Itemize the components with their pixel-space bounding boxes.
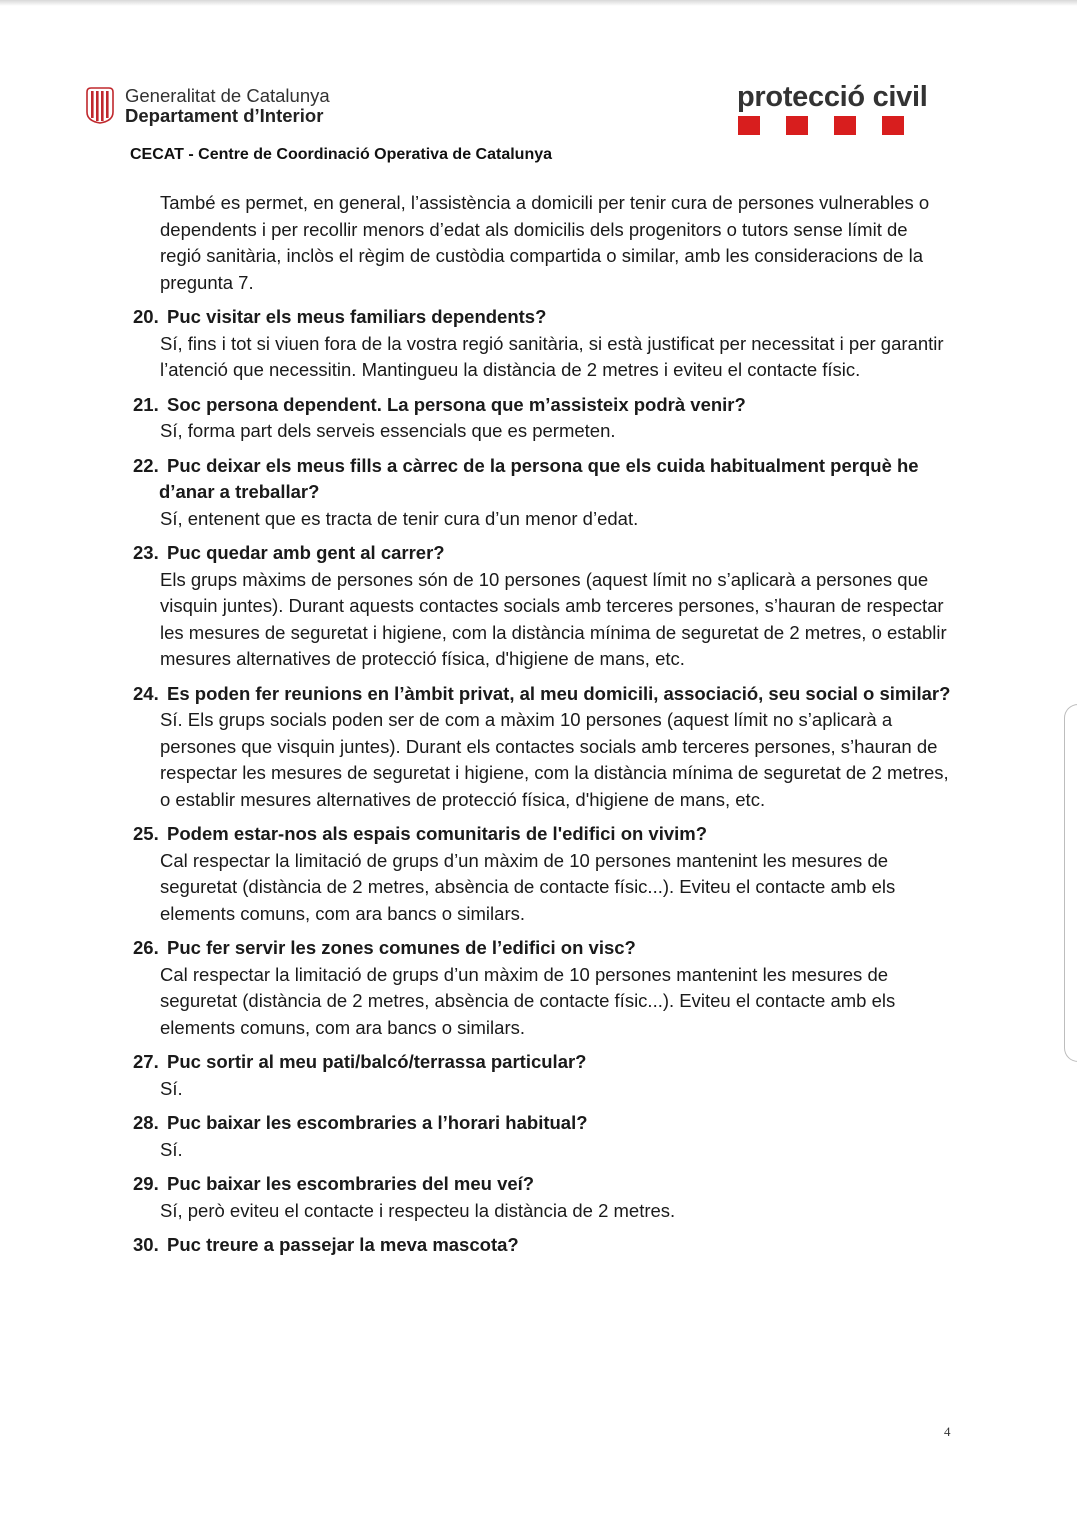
top-edge-shadow <box>0 0 1077 6</box>
side-panel-handle[interactable] <box>1064 704 1077 1062</box>
intro-paragraph: També es permet, en general, l’assistència a domicili per tenir cura de persones vulnerables o dependents i per recollir menors d’edat als domicilis dels progenitors o tutors sense límit de regió sanitària, inclòs el règim de custòdia compartida o similar, amb les consideracions de la pregunta 7. <box>160 192 930 293</box>
generalitat-logo <box>85 86 335 126</box>
faq-answer: Cal respectar la limitació de grups d’un màxim de 10 persones mantenint les mesures de seguretat (distància de 2 metres, absència de contacte físic...). Eviteu el contacte amb els elements comuns, com ara bancs o similars. <box>160 963 896 1038</box>
faq-item-24 <box>133 681 953 814</box>
faq-question: 25. Podem estar-nos als espais comunitaris de l'edifici on vivim? <box>133 823 708 844</box>
faq-item-28 <box>133 1110 953 1163</box>
faq-question: 21. Soc persona dependent. La persona que m’assisteix podrà venir? <box>133 393 746 415</box>
faq-item-26 <box>133 935 953 1041</box>
org-name: Generalitat de Catalunya <box>125 85 330 106</box>
faq-item-30 <box>133 1232 953 1259</box>
proteccio-civil-logo <box>737 80 937 140</box>
faq-question: 22. Puc deixar els meus fills a càrrec de la persona que els cuida habitualment perquè he d’anar a treballar? <box>133 454 919 502</box>
document-header: CECAT - Centre de Coordinació Operativa de Catalunya <box>130 146 553 163</box>
faq-answer: Sí. Els grups socials poden ser de com a màxim 10 persones (aquest límit no s’aplicarà a persones que visquin juntes). Durant els contactes socials amb terceres persones, s’hauran de respectar les mesures de seguretat i higiene, com la distància mínima de seguretat de 2 metres, o establir mesures alternatives de protecció física, d'higiene de mans, etc. <box>160 709 949 810</box>
red-squares-icon <box>738 116 930 140</box>
faq-answer: Sí. <box>160 1138 183 1160</box>
faq-question: 27. Puc sortir al meu pati/balcó/terrassa particular? <box>133 1051 587 1072</box>
faq-item-22 <box>133 453 953 533</box>
faq-item-27 <box>133 1049 953 1102</box>
faq-question: 28. Puc baixar les escombraries a l’horari habitual? <box>133 1112 588 1133</box>
faq-item-21 <box>133 392 953 445</box>
faq-answer: Sí, entenent que es tracta de tenir cura d’un menor d’edat. <box>160 507 639 529</box>
faq-question: 26. Puc fer servir les zones comunes de l’edifici on visc? <box>133 937 636 958</box>
faq-answer: Sí. <box>160 1077 183 1099</box>
faq-answer: Cal respectar la limitació de grups d’un màxim de 10 persones mantenint les mesures de seguretat (distància de 2 metres, absència de contacte físic...). Eviteu el contacte amb els elements comuns, com ara bancs o similars. <box>160 849 896 924</box>
faq-question: 20. Puc visitar els meus familiars dependents? <box>133 306 547 327</box>
generalitat-wordmark <box>125 86 330 126</box>
page-number: 4 <box>944 1424 951 1439</box>
department-name: Departament d’Interior <box>125 105 324 126</box>
faq-item-23 <box>133 540 953 673</box>
faq-answer: Els grups màxims de persones són de 10 persones (aquest límit no s’aplicarà a persones que visquin juntes). Durant aquests contactes socials amb terceres persones, s’hauran de respectar les mesures de seguretat i higiene, com la distància mínima de seguretat de 2 metres, o establir mesures alternatives de protecció física, d'higiene de mans, etc. <box>160 568 947 669</box>
proteccio-civil-wordmark: protecció civil <box>737 81 928 113</box>
faq-answer: Sí, forma part dels serveis essencials que es permeten. <box>160 420 616 441</box>
faq-question: 30. Puc treure a passejar la meva mascota? <box>133 1234 519 1255</box>
senyera-shield-icon <box>85 86 115 124</box>
faq-item-25 <box>133 821 953 927</box>
faq-item-29 <box>133 1171 953 1224</box>
faq-answer: Sí, però eviteu el contacte i respecteu la distància de 2 metres. <box>160 1199 676 1221</box>
faq-question: 29. Puc baixar les escombraries del meu veí? <box>133 1173 535 1194</box>
faq-item-20 <box>133 304 953 384</box>
faq-answer: Sí, fins i tot si viuen fora de la vostra regió sanitària, si està justificat per necessitat i per garantir l’atenció que necessitin. Mantingueu la distància de 2 metres i eviteu el contacte físic. <box>160 332 944 380</box>
faq-question: 23. Puc quedar amb gent al carrer? <box>133 542 445 563</box>
faq-content <box>133 190 953 1259</box>
faq-question: 24. Es poden fer reunions en l’àmbit privat, al meu domicili, associació, seu social o similar? <box>133 682 951 704</box>
